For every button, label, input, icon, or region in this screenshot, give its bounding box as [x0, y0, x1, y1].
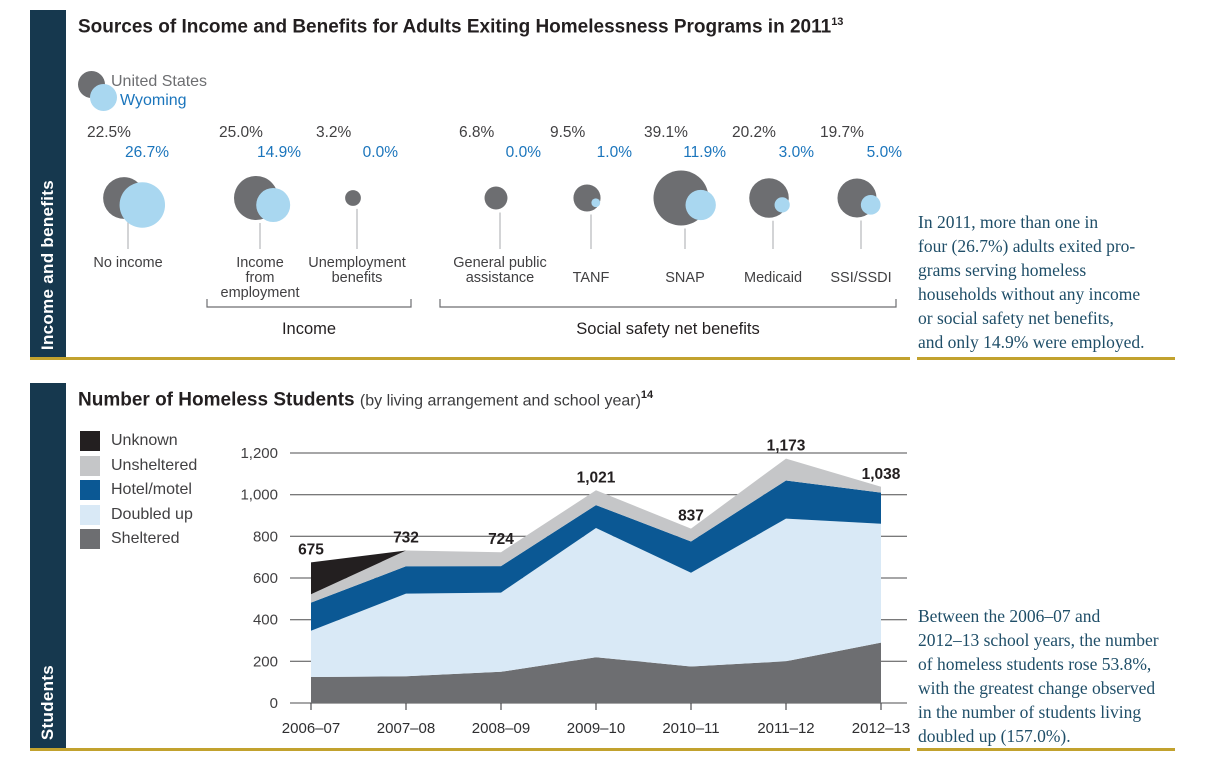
text-line: grams serving homeless: [918, 260, 1087, 280]
text-line: with the greatest change observed: [918, 678, 1156, 698]
svg-text:20.2%: 20.2%: [732, 124, 776, 141]
svg-text:400: 400: [252, 611, 278, 629]
students-sidebar-label: Students: [38, 664, 57, 740]
doubled-up-label: Doubled up: [111, 505, 193, 523]
unsheltered-swatch: [80, 456, 100, 476]
sheltered-swatch: [80, 529, 100, 549]
text-line: doubled up (157.0%).: [918, 726, 1071, 746]
unknown-swatch: [80, 431, 100, 451]
svg-text:SSI/SSDI: SSI/SSDI: [830, 270, 892, 286]
svg-text:600: 600: [252, 570, 278, 587]
legend-item-sheltered: [80, 529, 197, 549]
svg-text:No income: No income: [93, 255, 163, 271]
svg-text:from: from: [245, 270, 275, 286]
svg-text:0.0%: 0.0%: [505, 144, 541, 161]
svg-text:724: 724: [488, 531, 514, 549]
text-line: and only 14.9% were employed.: [918, 332, 1145, 352]
students-chart-subtitle: (by living arrangement and school year): [359, 392, 641, 410]
svg-text:2010–11: 2010–11: [662, 720, 720, 737]
income-benefits-sidebar-label: Income and benefits: [38, 179, 57, 350]
svg-text:800: 800: [252, 528, 278, 546]
svg-text:Unemployment: Unemployment: [308, 255, 406, 271]
svg-text:assistance: assistance: [465, 270, 535, 286]
svg-text:SNAP: SNAP: [665, 270, 705, 286]
svg-text:19.7%: 19.7%: [820, 124, 864, 141]
svg-text:11.9%: 11.9%: [683, 144, 726, 161]
svg-text:General public: General public: [453, 255, 547, 271]
svg-text:benefits: benefits: [331, 270, 383, 286]
svg-text:1,173: 1,173: [766, 438, 806, 455]
note-divider-rule-bottom: [917, 748, 1175, 751]
svg-text:Social safety net benefits: Social safety net benefits: [576, 320, 760, 338]
svg-text:3.2%: 3.2%: [316, 124, 352, 141]
svg-text:0.0%: 0.0%: [362, 144, 398, 161]
doubled-up-swatch: [80, 505, 100, 525]
text-line: 2012–13 school years, the number: [918, 630, 1159, 650]
svg-text:1,021: 1,021: [576, 469, 616, 487]
students-chart-legend: [80, 431, 197, 554]
hotel-motel-swatch: [80, 480, 100, 500]
svg-text:2011–12: 2011–12: [757, 720, 815, 737]
svg-text:1,038: 1,038: [861, 465, 901, 483]
footnote-marker-13: 13: [831, 16, 844, 28]
unsheltered-label: Unsheltered: [111, 456, 198, 474]
svg-text:2007–08: 2007–08: [376, 720, 436, 737]
income-chart-title: [78, 16, 843, 38]
svg-text:3.0%: 3.0%: [778, 144, 814, 161]
svg-text:1,000: 1,000: [240, 486, 278, 504]
svg-text:Medicaid: Medicaid: [743, 270, 803, 286]
svg-text:1,200: 1,200: [240, 445, 278, 462]
svg-text:6.8%: 6.8%: [459, 124, 495, 141]
svg-text:Income: Income: [236, 255, 284, 271]
students-note: [918, 604, 1218, 748]
text-line: households without any income: [918, 284, 1141, 304]
svg-text:26.7%: 26.7%: [125, 144, 169, 161]
svg-text:0: 0: [269, 695, 278, 712]
legend-item-doubled-up: [80, 505, 197, 525]
text-line: in the number of students living: [918, 702, 1142, 722]
svg-text:2012–13: 2012–13: [851, 720, 911, 737]
svg-text:employment: employment: [220, 285, 300, 301]
income-benefits-section-bar: [30, 10, 66, 358]
svg-text:5.0%: 5.0%: [866, 144, 902, 161]
svg-text:2006–07: 2006–07: [281, 720, 341, 737]
svg-text:25.0%: 25.0%: [219, 124, 263, 141]
students-chart-title-text: Number of Homeless Students: [78, 389, 355, 411]
section-divider-rule: [30, 357, 910, 360]
text-line: of homeless students rose 53.8%,: [918, 654, 1152, 674]
students-chart-title: [78, 389, 653, 411]
svg-text:TANF: TANF: [572, 270, 610, 286]
svg-text:22.5%: 22.5%: [87, 124, 131, 141]
svg-text:Income: Income: [281, 320, 337, 338]
income-chart-title-text: Sources of Income and Benefits for Adults Exiting Homelessness Programs in 2011: [78, 16, 832, 38]
svg-text:837: 837: [678, 507, 704, 525]
text-line: four (26.7%) adults exited pro-: [918, 236, 1136, 256]
students-section-bar: [30, 383, 66, 748]
text-line: or social safety net benefits,: [918, 308, 1114, 328]
svg-text:675: 675: [298, 541, 324, 559]
svg-text:9.5%: 9.5%: [550, 124, 586, 141]
income-benefits-bubble-chart: [70, 116, 915, 346]
homeless-students-area-chart: [230, 438, 920, 746]
legend-item-unsheltered: [80, 456, 197, 476]
text-line: Between the 2006–07 and: [918, 606, 1101, 626]
note-divider-rule: [917, 357, 1175, 360]
us-legend-label: United States: [111, 73, 208, 90]
svg-text:39.1%: 39.1%: [644, 124, 688, 141]
section-divider-rule-bottom: [30, 748, 910, 751]
svg-text:200: 200: [252, 653, 278, 671]
svg-text:732: 732: [393, 529, 419, 547]
legend-item-unknown: [80, 431, 197, 451]
svg-text:2009–10: 2009–10: [566, 720, 626, 737]
text-line: In 2011, more than one in: [918, 212, 1099, 232]
wyoming-legend-label: Wyoming: [120, 92, 187, 109]
footnote-marker-14: 14: [640, 389, 654, 401]
unknown-label: Unknown: [111, 432, 178, 449]
svg-text:1.0%: 1.0%: [596, 144, 632, 161]
income-note: [918, 210, 1218, 354]
svg-text:14.9%: 14.9%: [257, 144, 301, 161]
hotel-motel-label: Hotel/motel: [111, 481, 192, 498]
legend-item-hotel-motel: [80, 480, 197, 500]
svg-text:2008–09: 2008–09: [471, 720, 531, 737]
sheltered-label: Sheltered: [111, 530, 180, 547]
